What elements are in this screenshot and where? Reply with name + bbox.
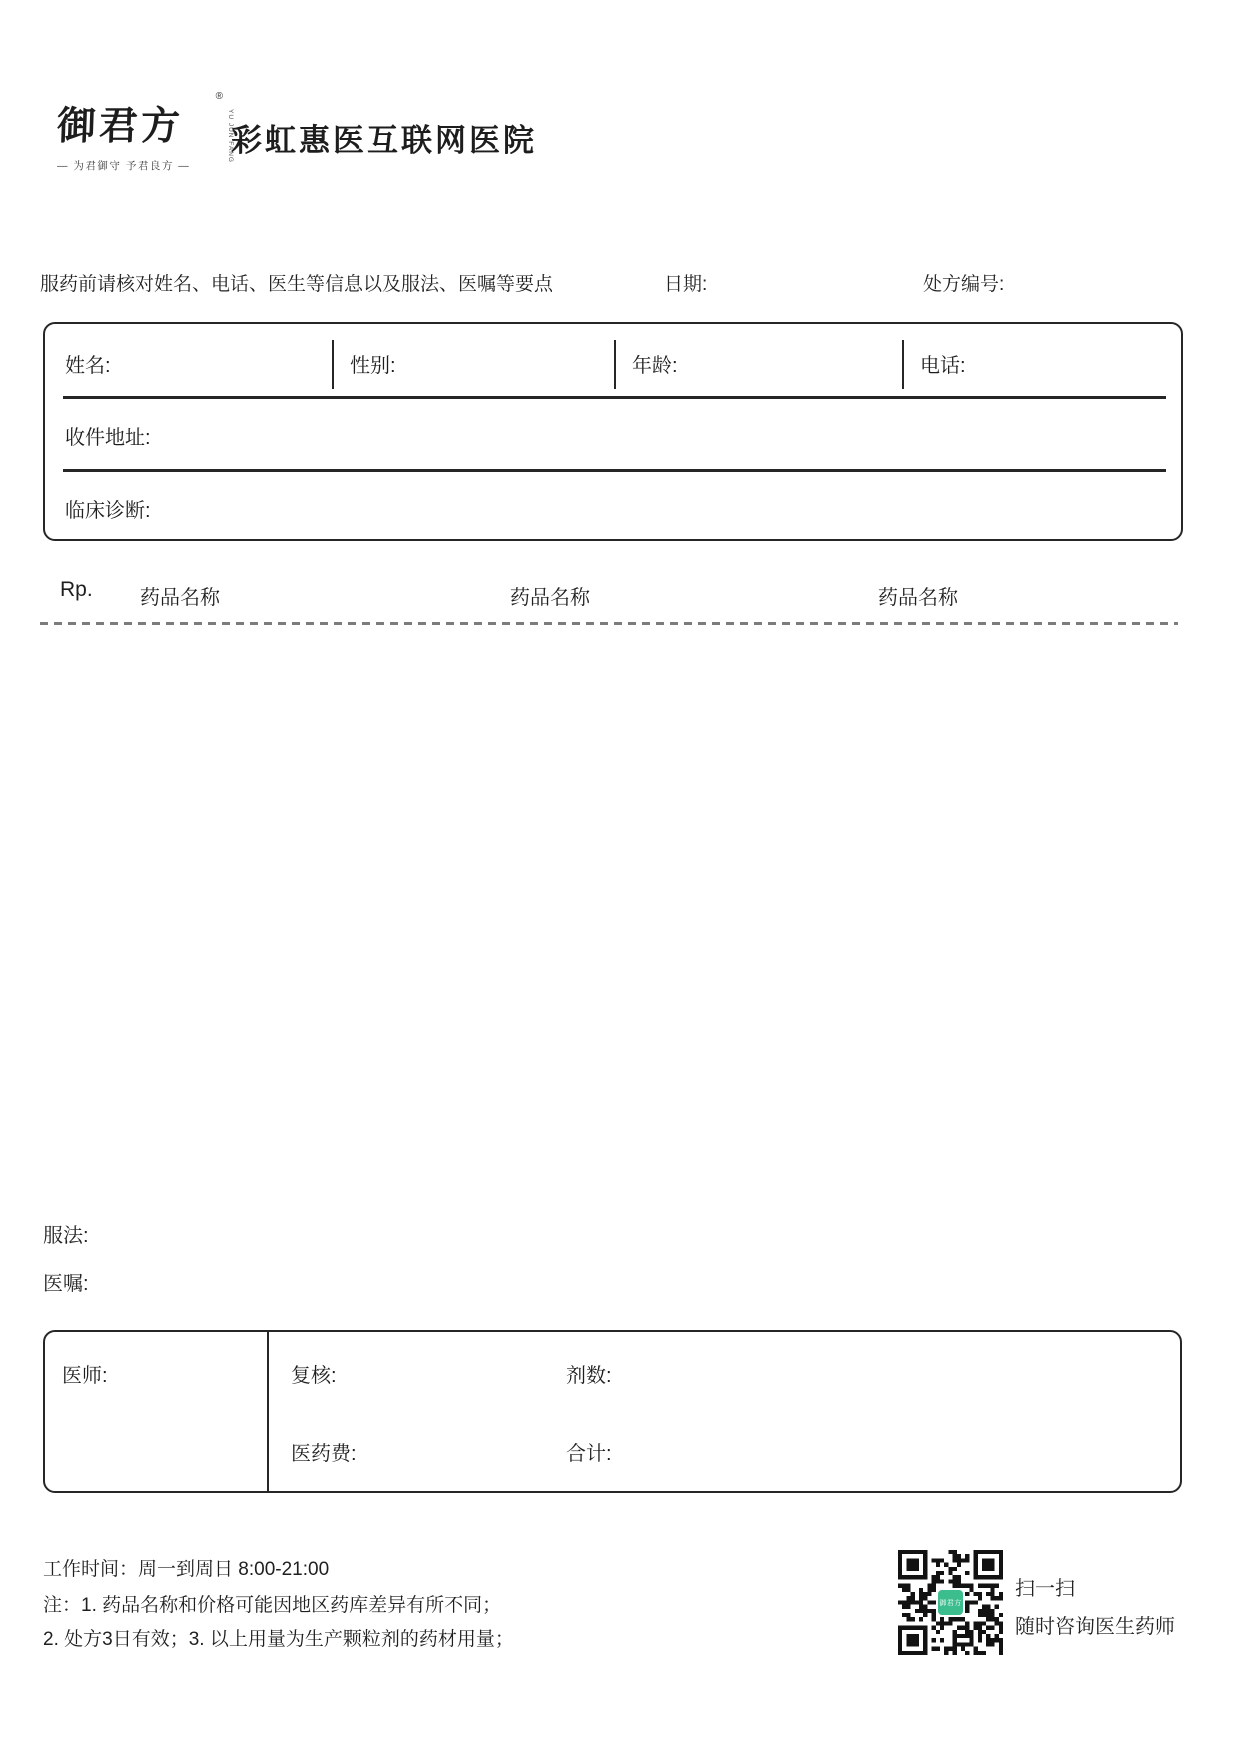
diagnosis-label: 临床诊断: xyxy=(65,500,151,522)
total-value-area[interactable] xyxy=(630,1430,930,1470)
name-value-area[interactable] xyxy=(125,341,325,381)
physician-label: 医师: xyxy=(62,1365,108,1387)
qr-code xyxy=(898,1550,1003,1655)
advice-label: 医嘱: xyxy=(43,1273,89,1295)
drug-column-header-2: 药品名称 xyxy=(510,587,590,609)
row-divider xyxy=(63,469,1166,472)
registered-trademark-icon: ® xyxy=(215,91,223,102)
work-hours-text: 工作时间：周一到周日 8:00-21:00 xyxy=(43,1559,330,1580)
medicine-fee-value-area[interactable] xyxy=(375,1430,545,1470)
drug-column-header-1: 药品名称 xyxy=(140,587,220,609)
gender-value-area[interactable] xyxy=(410,341,605,381)
age-label: 年龄: xyxy=(632,355,678,377)
brand-logo-side-text: YU JUN FANG xyxy=(227,109,234,163)
row-divider xyxy=(63,396,1166,399)
name-label: 姓名: xyxy=(65,355,111,377)
gender-label: 性别: xyxy=(350,355,396,377)
dose-count-value-area[interactable] xyxy=(630,1352,930,1392)
date-label: 日期: xyxy=(664,274,708,295)
review-value-area[interactable] xyxy=(355,1352,545,1392)
scan-description: 随时咨询医生药师 xyxy=(1015,1616,1175,1638)
physician-value-area[interactable] xyxy=(125,1352,255,1392)
verify-notice-text: 服药前请核对姓名、电话、医生等信息以及服法、医嘱等要点 xyxy=(40,274,554,295)
review-label: 复核: xyxy=(291,1365,337,1387)
dashed-separator xyxy=(40,622,1178,625)
rx-number-label: 处方编号: xyxy=(923,274,1005,295)
divider xyxy=(267,1332,269,1491)
diagnosis-value-area[interactable] xyxy=(170,487,1160,527)
address-label: 收件地址: xyxy=(65,427,151,449)
divider xyxy=(614,340,616,389)
divider xyxy=(902,340,904,389)
usage-label: 服法: xyxy=(43,1225,89,1247)
patient-info-box xyxy=(43,322,1183,541)
medicine-fee-label: 医药费: xyxy=(291,1443,357,1465)
rx-number-value-area[interactable] xyxy=(1020,265,1180,293)
dose-count-label: 剂数: xyxy=(566,1365,612,1387)
note-line-1: 注：1. 药品名称和价格可能因地区药库差异有所不同； xyxy=(43,1595,502,1616)
drug-column-header-3: 药品名称 xyxy=(878,587,958,609)
rp-label: Rp. xyxy=(60,578,93,601)
hospital-name: 彩虹惠医互联网医院 xyxy=(231,123,537,158)
divider xyxy=(332,340,334,389)
brand-logo xyxy=(56,91,234,173)
drug-list-area[interactable] xyxy=(40,640,1180,1200)
phone-label: 电话: xyxy=(920,355,966,377)
qr-center-logo xyxy=(936,1588,965,1617)
signoff-box xyxy=(43,1330,1182,1493)
brand-tagline: — 为君御守 予君良方 — xyxy=(57,160,191,172)
address-value-area[interactable] xyxy=(170,414,1160,454)
age-value-area[interactable] xyxy=(692,341,887,381)
qr-center-logo-text: 御君方 xyxy=(939,1599,962,1607)
note-line-2: 2. 处方3日有效；3. 以上用量为生产颗粒剂的药材用量； xyxy=(43,1629,514,1650)
phone-value-area[interactable] xyxy=(980,341,1160,381)
advice-value-area[interactable] xyxy=(105,1262,1175,1296)
date-value-area[interactable] xyxy=(710,265,870,293)
usage-value-area[interactable] xyxy=(105,1214,1175,1248)
brand-logo-text: 御君方 xyxy=(56,103,184,149)
total-label: 合计: xyxy=(566,1443,612,1465)
scan-label: 扫一扫 xyxy=(1015,1578,1075,1600)
